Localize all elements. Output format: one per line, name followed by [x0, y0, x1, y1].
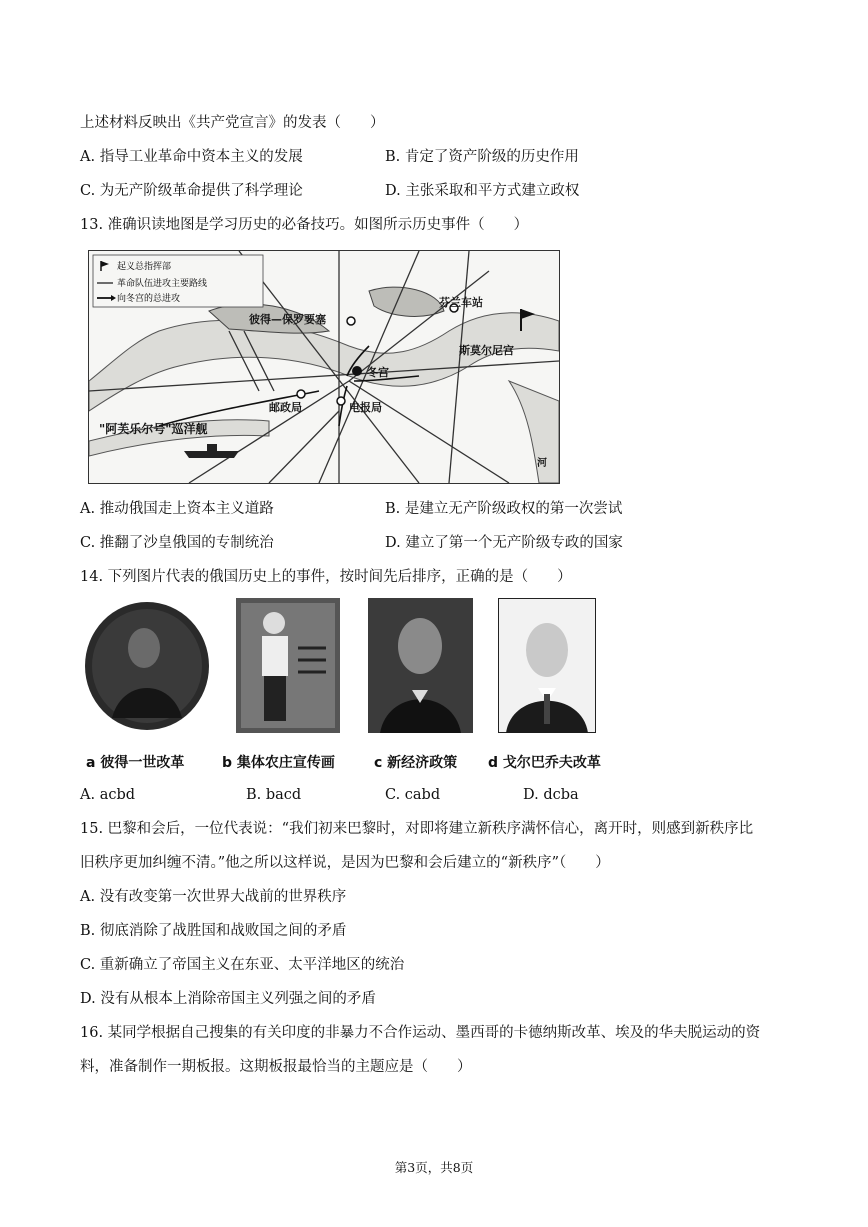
q14-option-b: B. bacd: [246, 787, 302, 803]
page-footer: 第3页，共8页: [394, 1160, 474, 1175]
q14-stem: 14. 下列图片代表的俄国历史上的事件，按时间先后排序，正确的是（ ）: [80, 569, 572, 585]
cruiser-icon: [184, 444, 239, 458]
q15-stem-line2: 旧秩序更加纠缠不清。”他之所以这样说，是因为巴黎和会后建立的“新秩序”（ ）: [80, 855, 610, 871]
q15-option-a: A. 没有改变第一次世界大战前的世界秩序: [80, 889, 347, 905]
map-drawing: [89, 251, 559, 483]
q16-stem-line1: 16. 某同学根据自己搜集的有关印度的非暴力不合作运动、墨西哥的卡德纳斯改革、埃及的华夫脱运动的资: [80, 1025, 761, 1041]
label-river: 河: [537, 458, 547, 469]
photo-collective-farm-poster: [236, 598, 340, 733]
photo-gorbachev: [498, 598, 596, 733]
photo-peter-the-great: [82, 598, 212, 733]
legend-assault: 向冬宫的总进攻: [117, 294, 181, 304]
q12-option-c: C. 为无产阶级革命提供了科学理论: [80, 183, 303, 199]
legend-headquarters: 起义总指挥部: [117, 262, 172, 272]
q14-option-d: D. dcba: [523, 787, 579, 803]
label-post-office: 邮政局: [269, 401, 302, 414]
q14-caption-b: b 集体农庄宣传画: [222, 755, 335, 771]
q15-option-d: D. 没有从根本上消除帝国主义列强之间的矛盾: [80, 991, 376, 1007]
q13-option-d: D. 建立了第一个无产阶级专政的国家: [385, 535, 623, 551]
q14-caption-c: c 新经济政策: [374, 755, 458, 771]
label-finland-station: 芬兰车站: [439, 296, 483, 309]
q14-option-c: C. cabd: [385, 787, 441, 803]
legend-route: 革命队伍进攻主要路线: [117, 279, 208, 289]
q13-option-a: A. 推动俄国走上资本主义道路: [80, 501, 274, 517]
q15-option-b: B. 彻底消除了战胜国和战败国之间的矛盾: [80, 923, 347, 939]
q12-stem: 上述材料反映出《共产党宣言》的发表（ ）: [80, 115, 385, 131]
october-revolution-map: [88, 250, 560, 484]
q14-caption-a: a 彼得一世改革: [86, 755, 185, 771]
photo-lenin: [368, 598, 473, 733]
q13-option-c: C. 推翻了沙皇俄国的专制统治: [80, 535, 274, 551]
q12-option-d: D. 主张采取和平方式建立政权: [385, 183, 580, 199]
q14-option-a: A. acbd: [80, 787, 136, 803]
q12-option-b: B. 肯定了资产阶级的历史作用: [385, 149, 579, 165]
q12-option-a: A. 指导工业革命中资本主义的发展: [80, 149, 303, 165]
q15-stem-line1: 15. 巴黎和会后，一位代表说：“我们初来巴黎时，对即将建立新秩序满怀信心，离开时，则感到新秩序比: [80, 821, 754, 837]
label-fortress: 彼得—保罗要塞: [249, 313, 326, 326]
label-smolny: 斯莫尔尼宫: [459, 344, 514, 357]
label-telegraph: 电报局: [349, 401, 382, 414]
label-cruiser: "阿芙乐尔号"巡洋舰: [99, 422, 208, 436]
q15-option-c: C. 重新确立了帝国主义在东亚、太平洋地区的统治: [80, 957, 405, 973]
q13-option-b: B. 是建立无产阶级政权的第一次尝试: [385, 501, 623, 517]
label-winter-palace: 冬宫: [367, 366, 389, 379]
q16-stem-line2: 料，准备制作一期板报。这期板报最恰当的主题应是（ ）: [80, 1059, 472, 1075]
q14-caption-d: d 戈尔巴乔夫改革: [488, 755, 601, 771]
q13-stem: 13. 准确识读地图是学习历史的必备技巧。如图所示历史事件（ ）: [80, 217, 529, 233]
